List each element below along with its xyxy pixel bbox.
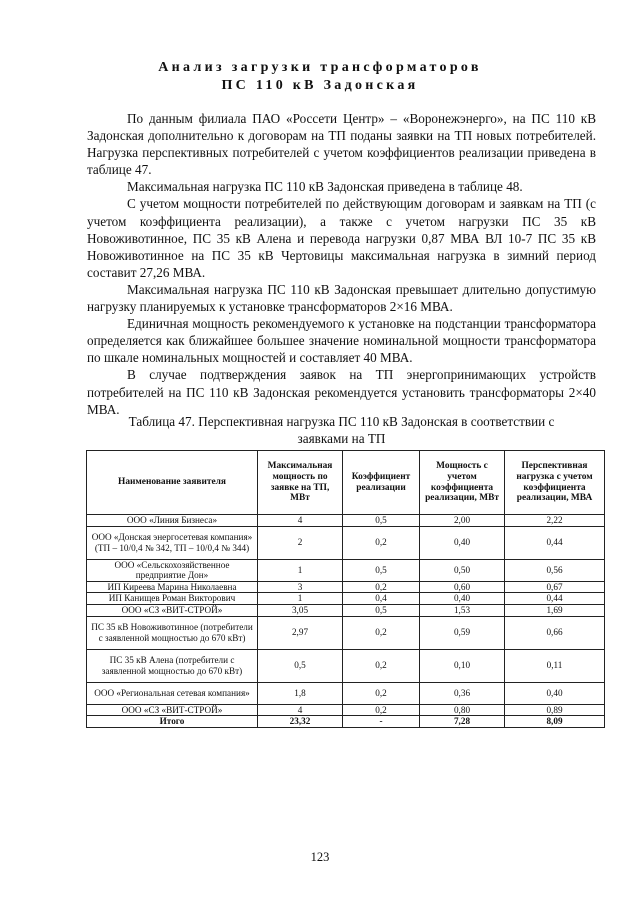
- total-power-with-coef: 7,28: [420, 716, 505, 728]
- cell-applicant: ООО «Донская энергосетевая компания» (ТП – 10/0,4 № 342, ТП – 10/0,4 № 344): [87, 526, 258, 559]
- table-row: [87, 515, 605, 527]
- cell-power-with-coef: 2,00: [420, 515, 505, 527]
- table-total-row: [87, 716, 605, 728]
- title-line-1: Анализ загрузки трансформаторов: [158, 60, 482, 75]
- cell-perspective-load: 2,22: [505, 515, 605, 527]
- header-applicant: Наименование заявителя: [87, 451, 258, 515]
- cell-power-with-coef: 1,53: [420, 604, 505, 616]
- cell-coefficient: 0,2: [343, 704, 420, 716]
- table-row: [87, 526, 605, 559]
- cell-perspective-load: 0,44: [505, 593, 605, 605]
- cell-applicant: ПС 35 кВ Новоживотинное (потребители с заявленной мощностью до 670 кВт): [87, 616, 258, 649]
- cell-applicant: ИП Киреева Марина Николаевна: [87, 581, 258, 593]
- cell-perspective-load: 0,40: [505, 682, 605, 704]
- cell-max-power: 4: [258, 515, 343, 527]
- cell-perspective-load: 1,69: [505, 604, 605, 616]
- cell-max-power: 2,97: [258, 616, 343, 649]
- cell-power-with-coef: 0,40: [420, 593, 505, 605]
- cell-power-with-coef: 0,80: [420, 704, 505, 716]
- cell-max-power: 1: [258, 593, 343, 605]
- table-row: [87, 604, 605, 616]
- cell-perspective-load: 0,66: [505, 616, 605, 649]
- cell-max-power: 1,8: [258, 682, 343, 704]
- cell-applicant: ПС 35 кВ Алена (потребители с заявленной мощностью до 670 кВт): [87, 649, 258, 682]
- table-row: [87, 581, 605, 593]
- cell-coefficient: 0,2: [343, 616, 420, 649]
- table-row: [87, 616, 605, 649]
- cell-power-with-coef: 0,50: [420, 559, 505, 581]
- cell-max-power: 2: [258, 526, 343, 559]
- total-label: Итого: [87, 716, 258, 728]
- cell-coefficient: 0,2: [343, 682, 420, 704]
- header-power-with-coef: Мощность с учетом коэффициента реализации, МВт: [420, 451, 505, 515]
- cell-perspective-load: 0,11: [505, 649, 605, 682]
- cell-coefficient: 0,5: [343, 559, 420, 581]
- paragraph-2: Максимальная нагрузка ПС 110 кВ Задонская приведена в таблице 48.: [127, 179, 523, 195]
- paragraph-1: По данным филиала ПАО «Россети Центр» – «Воронежэнерго», на ПС 110 кВ Задонская дополнительно к договорам на ТП поданы заявки на ТП новых потребителей. Нагрузка перспективных потребителей с учетом коэффициентов реализации приведена в таблице 47.: [87, 111, 596, 178]
- cell-perspective-load: 0,56: [505, 559, 605, 581]
- total-max-power: 23,32: [258, 716, 343, 728]
- cell-applicant: ООО «СЗ «ВИТ-СТРОЙ»: [87, 704, 258, 716]
- header-max-power: Максимальная мощность по заявке на ТП, МВт: [258, 451, 343, 515]
- cell-coefficient: 0,2: [343, 581, 420, 593]
- cell-power-with-coef: 0,60: [420, 581, 505, 593]
- table-caption-line-2: заявками на ТП: [297, 430, 386, 446]
- table-row: [87, 682, 605, 704]
- cell-power-with-coef: 0,40: [420, 526, 505, 559]
- cell-perspective-load: 0,44: [505, 526, 605, 559]
- table-row: [87, 704, 605, 716]
- cell-coefficient: 0,2: [343, 649, 420, 682]
- table-header-row: [87, 451, 605, 515]
- cell-max-power: 4: [258, 704, 343, 716]
- table-caption: [87, 414, 596, 447]
- cell-applicant: ИП Канищев Роман Викторович: [87, 593, 258, 605]
- cell-applicant: ООО «Линия Бизнеса»: [87, 515, 258, 527]
- paragraph-5: Единичная мощность рекомендуемого к установке на подстанции трансформатора определяется как ближайшее большее значение номинальной мощности трансформатора по шкале номинальных мощностей и составляет 40 МВА.: [87, 316, 596, 366]
- paragraph-4: Максимальная нагрузка ПС 110 кВ Задонская превышает длительно допустимую нагрузку планируемых к установке трансформаторов 2×16 МВА.: [87, 281, 596, 315]
- header-coefficient: Коэффициент реализации: [343, 451, 420, 515]
- cell-power-with-coef: 0,59: [420, 616, 505, 649]
- cell-power-with-coef: 0,10: [420, 649, 505, 682]
- total-perspective-load: 8,09: [505, 716, 605, 728]
- table-row: [87, 649, 605, 682]
- total-coefficient: -: [343, 716, 420, 728]
- cell-coefficient: 0,4: [343, 593, 420, 605]
- page-number: 123: [310, 850, 330, 864]
- title-line-2: ПС 110 кВ Задонская: [221, 78, 419, 93]
- table-row: [87, 593, 605, 605]
- table-caption-line-1: Таблица 47. Перспективная нагрузка ПС 110 кВ Задонская в соответствии с: [128, 414, 555, 429]
- body-text: [87, 110, 596, 418]
- cell-coefficient: 0,5: [343, 604, 420, 616]
- cell-applicant: ООО «Сельскохозяйственное предприятие Дон»: [87, 559, 258, 581]
- cell-applicant: ООО «СЗ «ВИТ-СТРОЙ»: [87, 604, 258, 616]
- paragraph-6: В случае подтверждения заявок на ТП энергопринимающих устройств потребителей на ПС 110 кВ Задонская рекомендуется установить трансформаторы 2×40 МВА.: [87, 367, 596, 417]
- cell-coefficient: 0,5: [343, 515, 420, 527]
- load-table: [86, 450, 605, 728]
- cell-max-power: 3: [258, 581, 343, 593]
- cell-power-with-coef: 0,36: [420, 682, 505, 704]
- cell-max-power: 3,05: [258, 604, 343, 616]
- cell-coefficient: 0,2: [343, 526, 420, 559]
- cell-perspective-load: 0,89: [505, 704, 605, 716]
- header-perspective-load: Перспективная нагрузка с учетом коэффициента реализации, МВА: [505, 451, 605, 515]
- table-row: [87, 559, 605, 581]
- cell-applicant: ООО «Региональная сетевая компания»: [87, 682, 258, 704]
- cell-perspective-load: 0,67: [505, 581, 605, 593]
- cell-max-power: 0,5: [258, 649, 343, 682]
- cell-max-power: 1: [258, 559, 343, 581]
- paragraph-3: С учетом мощности потребителей по действующим договорам и заявкам на ТП (с учетом коэффициента реализации), а также с учетом нагрузки ПС 35 кВ Новоживотинное, ПС 35 кВ Алена и перевода нагрузки 0,87 МВА ВЛ 10-7 ПС 35 кВ Новоживотинное на ПС 35 кВ Чертовицы максимальная нагрузка в зимний период составит 27,26 МВА.: [87, 196, 596, 280]
